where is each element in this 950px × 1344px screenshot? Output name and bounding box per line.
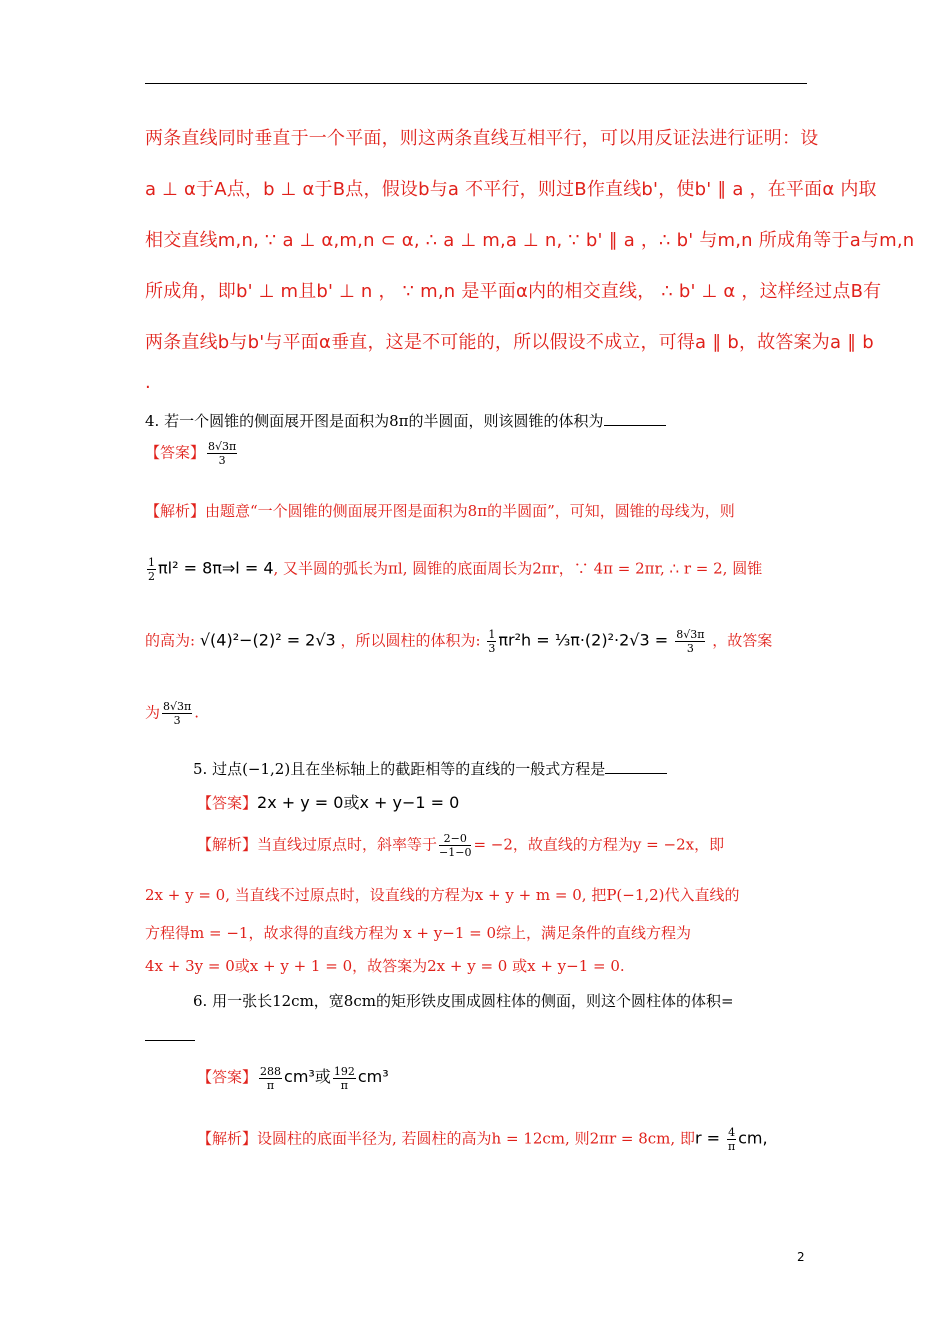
q5-analysis-line-4: 4x + 3y = 0或x + y + 1 = 0，故答案为2x + y = 0 或x + y−1 = 0. — [145, 957, 625, 975]
q4-result-fraction: $\frac{8√3\pi}{3}$ — [676, 628, 705, 655]
para-line-5: 两条直线b与b'与平面α垂直，这是不可能的，所以假设不成立，可得a ∥ b，故答案为a ∥ b — [145, 332, 874, 353]
q4-analysis-line-1: 【解析】由题意“一个圆锥的侧面展开图是面积为8π的半圆面”，可知，圆锥的母线为，则 — [145, 502, 735, 520]
q4-analysis-line-4: 为 $\frac{8√3\pi}{3}$ . — [145, 700, 200, 727]
q4-analysis-line-2: $\frac{1}{2}$ πl² = 8π⇒l = 4, 又半圆的弧长为πl, 圆锥的底面周长为2πr，∵ 4π = 2πr, ∴ r = 2, 圆锥 — [148, 556, 763, 583]
q5-answer: 【答案】2x + y = 0或x + y−1 = 0 — [197, 793, 460, 812]
q4-blank — [604, 411, 666, 426]
header-rule — [145, 83, 807, 84]
para-line-1: 两条直线同时垂直于一个平面，则这两条直线互相平行，可以用反证法进行证明：设 — [145, 128, 819, 149]
q5-question: 5. 过点(−1,2)且在坐标轴上的截距相等的直线的一般式方程是 — [193, 758, 667, 779]
q6-analysis-line-1: 【解析】设圆柱的底面半径为, 若圆柱的高为h = 12cm, 则2πr = 8cm, 即r = $\frac{4}{\pi}$ cm, — [197, 1126, 768, 1153]
q4-answer — [145, 440, 239, 467]
q5-blank — [605, 759, 667, 774]
q6-fraction-1: $\frac{288}{\pi}$ — [260, 1064, 282, 1092]
q5-analysis-line-2: 2x + y = 0, 当直线不过原点时，设直线的方程为x + y + m = 0, 把P(−1,2)代入直线的 — [145, 886, 740, 904]
q5-answer-tag: 【答案】 — [197, 794, 258, 812]
q6-blank — [145, 1040, 195, 1041]
para-line-4: 所成角，即b' ⊥ m且b' ⊥ n ， ∵ m,n 是平面α内的相交直线， ∴ b' ⊥ α ，这样经过点B有 — [145, 281, 882, 302]
q6-analysis-tag: 【解析】 — [197, 1129, 258, 1148]
q6-answer-tag: 【答案】 — [197, 1068, 258, 1086]
q5-analysis-tag: 【解析】 — [197, 835, 258, 854]
para-line-6: . — [145, 372, 151, 393]
q4-analysis-line-3: 的高为: √(4)²−(2)² = 2√3 ，所以圆柱的体积为: $\frac{1}{3}$ πr²h = ⅓π·(2)²·2√3 = $\frac{8√3\pi}{3}$ ，故答案 — [145, 628, 773, 655]
q6-fraction-2: $\frac{192}{\pi}$ — [333, 1064, 355, 1092]
radius-fraction: $\frac{4}{\pi}$ — [727, 1126, 736, 1153]
q5-analysis-line-1: 【解析】当直线过原点时，斜率等于 $\frac{2-0}{-1-0}$ = −2，故直线的方程为y = −2x，即 — [197, 832, 725, 859]
page-number: 2 — [797, 1250, 805, 1264]
q5-analysis-line-3: 方程得m = −1，故求得的直线方程为 x + y−1 = 0综上，满足条件的直线方程为 — [145, 924, 692, 942]
half-fraction: $\frac{1}{2}$ — [148, 556, 155, 583]
slope-fraction: $\frac{2-0}{-1-0}$ — [439, 832, 472, 859]
para-line-2: a ⊥ α于A点，b ⊥ α于B点，假设b与a 不平行，则过B作直线b'，使b' ∥ a ，在平面α 内取 — [145, 179, 877, 200]
q4-final-fraction: $\frac{8√3\pi}{3}$ — [163, 700, 192, 727]
q4-answer-tag: 【答案】 — [145, 443, 206, 462]
q4-analysis-tag: 【解析】 — [145, 502, 206, 520]
q6-question: 6. 用一张长12cm，宽8cm的矩形铁皮围成圆柱体的侧面，则这个圆柱体的体积= — [193, 992, 734, 1010]
q6-answer: 【答案】 $\frac{288}{\pi}$ cm³或 $\frac{192}{\pi}$ cm³ — [197, 1064, 389, 1092]
para-line-3: 相交直线m,n, ∵ a ⊥ α,m,n ⊂ α, ∴ a ⊥ m,a ⊥ n, ∵ b' ∥ a ，∴ b' 与m,n 所成角等于a与m,n — [145, 230, 915, 251]
q4-answer-fraction: $\frac{8√3\pi}{3}$ — [208, 440, 237, 467]
third-fraction: $\frac{1}{3}$ — [488, 628, 496, 655]
q4-question: 4. 若一个圆锥的侧面展开图是面积为8π的半圆面，则该圆锥的体积为 — [145, 410, 666, 431]
